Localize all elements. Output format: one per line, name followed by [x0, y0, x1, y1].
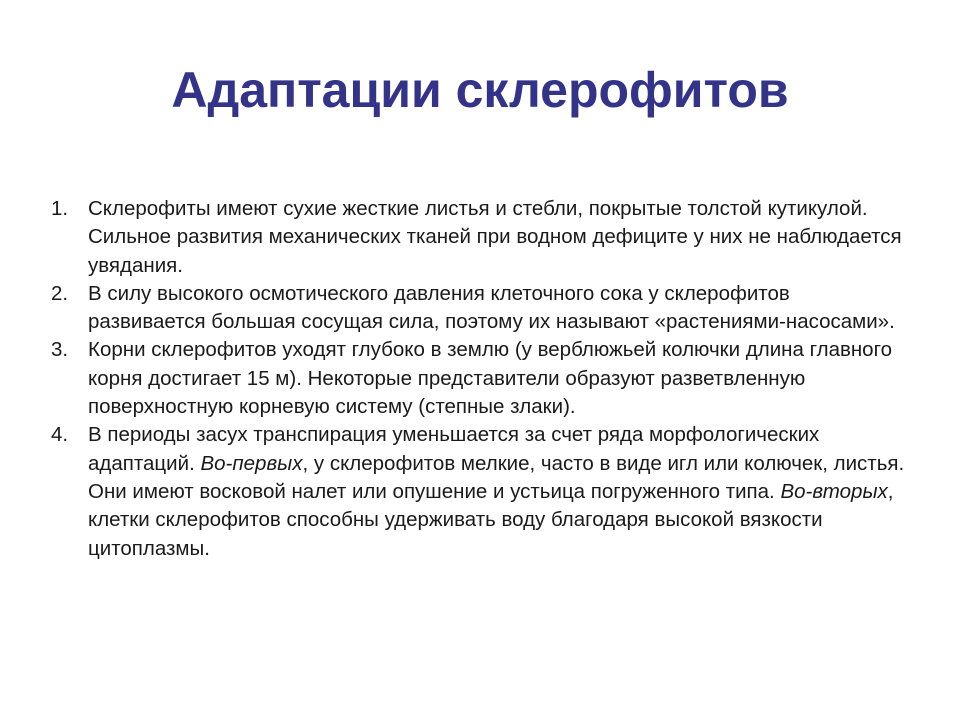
list-item-text-part: В периоды засух транспирация уменьшается за счет ряда морфологических адаптаций. [88, 423, 820, 475]
list-item-italic-phrase: Во-первых [200, 451, 303, 475]
list-item-number: 4. [51, 423, 69, 447]
slide-title: Адаптации склерофитов [171, 62, 789, 118]
list-item [51, 280, 908, 337]
list-item-text: Склерофиты имеют сухие жесткие листья и стебли, покрытые толстой кутикулой. Сильное развития механических тканей при водном дефиците у них не наблюдается увядания. [88, 197, 902, 277]
list-item-text-part: , у склерофитов мелкие, часто в виде игл или колючек, листья. Они имеют восковой налет или опушение и устьица погруженного типа. [88, 451, 905, 503]
list-item-text: В силу высокого осмотического давления клеточного сока у склерофитов развивается большая сосущая сила, поэтому их называют «растениями-насосами». [88, 281, 895, 334]
list-item [51, 421, 908, 562]
list-item-number: 3. [51, 338, 69, 362]
list-item-number: 2. [51, 281, 69, 305]
list-item-text-part: , клетки склерофитов способны удерживать воду благодаря высокой вязкости цитоплазмы. [88, 479, 894, 560]
list-item-number: 1. [51, 197, 69, 220]
list-item-text [88, 423, 904, 559]
list-item-text: Корни склерофитов уходят глубоко в землю (у верблюжьей колючки длина главного корня достигает 15 м). Некоторые представители образуют разветвленную поверхностную корневую систему (степные злаки). [88, 338, 893, 419]
list-item [51, 195, 908, 280]
list-item [51, 336, 908, 421]
list-item-italic-phrase: Во-вторых [780, 479, 888, 503]
adaptation-list [51, 195, 908, 563]
